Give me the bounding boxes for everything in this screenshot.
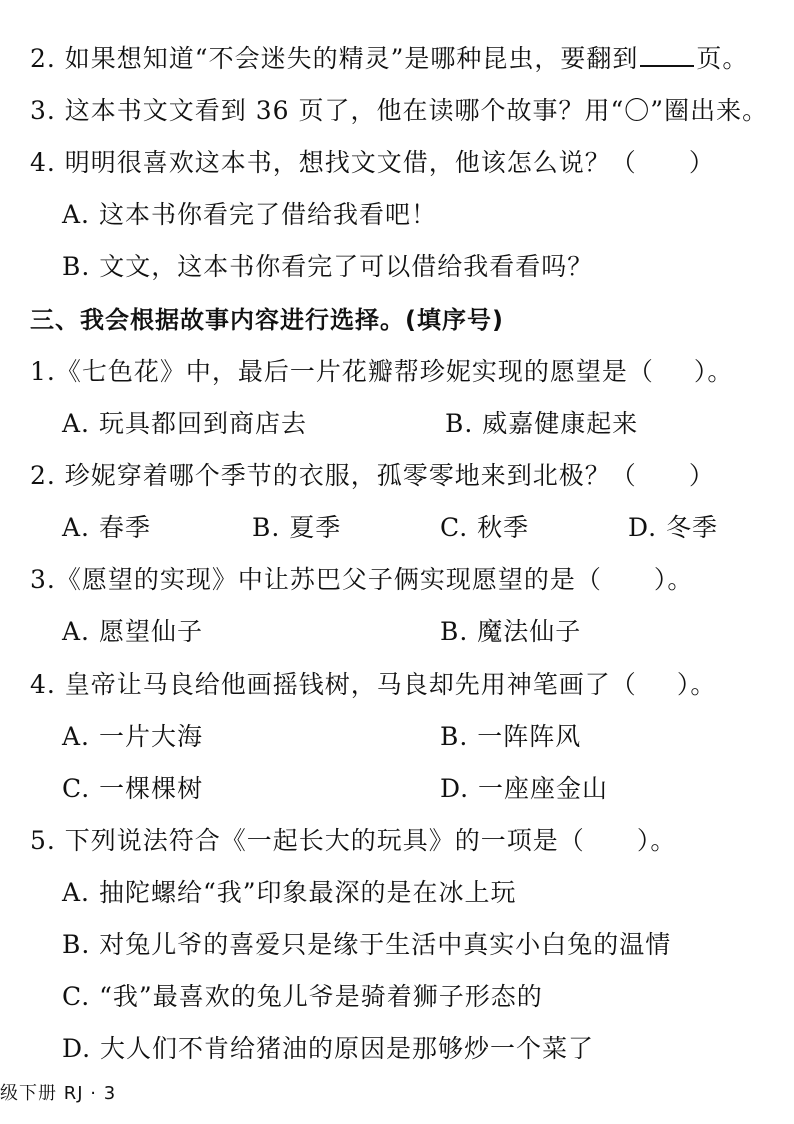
s3-q1-option-b: B. 威嘉健康起来 [445,409,639,438]
s3-q3-option-b: B. 魔法仙子 [440,617,582,646]
question-4 [30,146,715,180]
s3-q4-option-b: B. 一阵阵风 [440,722,582,751]
s3-q2-option-b: B. 夏季 [252,513,342,542]
s3-q2-option-a: A. 春季 [62,513,151,542]
s3-q2-option-d: D. 冬季 [628,513,719,542]
s3-q5-option-d: D. 大人们不肯给猪油的原因是那够炒一个菜了 [62,1034,595,1063]
s3-q4-option-c: C. 一棵棵树 [62,774,204,803]
s3-q5-option-a: A. 抽陀螺给“我”印象最深的是在冰上玩 [62,878,517,907]
s3-q4-option-d: D. 一座座金山 [440,774,609,803]
s3-question-5-suffix: ）。 [636,826,677,855]
answer-blank[interactable] [640,43,694,67]
question-2-text: 2. 如果想知道“不会迷失的精灵”是哪种昆虫，要翻到 [30,44,639,73]
s3-question-2-text: 2. 珍妮穿着哪个季节的衣服，孤零零地来到北极？（ [30,461,637,490]
question-2 [30,42,748,76]
s3-question-2-suffix: ） [688,461,715,490]
s3-question-3-suffix: ）。 [653,565,694,594]
question-4-option-a: A. 这本书你看完了借给我看吧！ [62,200,437,229]
question-2-suffix: 页。 [696,44,749,73]
s3-question-4-suffix: ）。 [676,670,717,699]
page-footer: 级下册 RJ · 3 [0,1083,117,1104]
s3-question-1 [30,355,733,389]
question-3: 3. 这本书文文看到 36 页了，他在读哪个故事？用“〇”圈出来。 [30,96,769,125]
s3-question-1-suffix: ）。 [693,357,734,386]
question-4-suffix: ） [688,148,715,177]
s3-question-1-text: 1.《七色花》中，最后一片花瓣帮珍妮实现的愿望是（ [30,357,654,386]
s3-question-2 [30,459,715,493]
s3-q1-option-a: A. 玩具都回到商店去 [62,409,307,438]
s3-q2-option-c: C. 秋季 [440,513,530,542]
s3-question-3 [30,563,693,597]
section-3-title: 三、我会根据故事内容进行选择。(填序号) [30,306,504,334]
s3-question-3-text: 3.《愿望的实现》中让苏巴父子俩实现愿望的是（ [30,565,602,594]
s3-question-4-text: 4. 皇帝让马良给他画摇钱树，马良却先用神笔画了（ [30,670,637,699]
question-4-option-b: B. 文文，这本书你看完了可以借给我看看吗？ [62,252,594,281]
question-4-text: 4. 明明很喜欢这本书，想找文文借，他该怎么说？（ [30,148,637,177]
s3-q3-option-a: A. 愿望仙子 [62,617,203,646]
s3-q4-option-a: A. 一片大海 [62,722,203,751]
s3-question-5-text: 5. 下列说法符合《一起长大的玩具》的一项是（ [30,826,585,855]
s3-q5-option-b: B. 对兔儿爷的喜爱只是缘于生活中真实小白兔的温情 [62,930,672,959]
s3-q5-option-c: C. “我”最喜欢的兔儿爷是骑着狮子形态的 [62,982,543,1011]
s3-question-5 [30,824,676,858]
s3-question-4 [30,668,716,702]
